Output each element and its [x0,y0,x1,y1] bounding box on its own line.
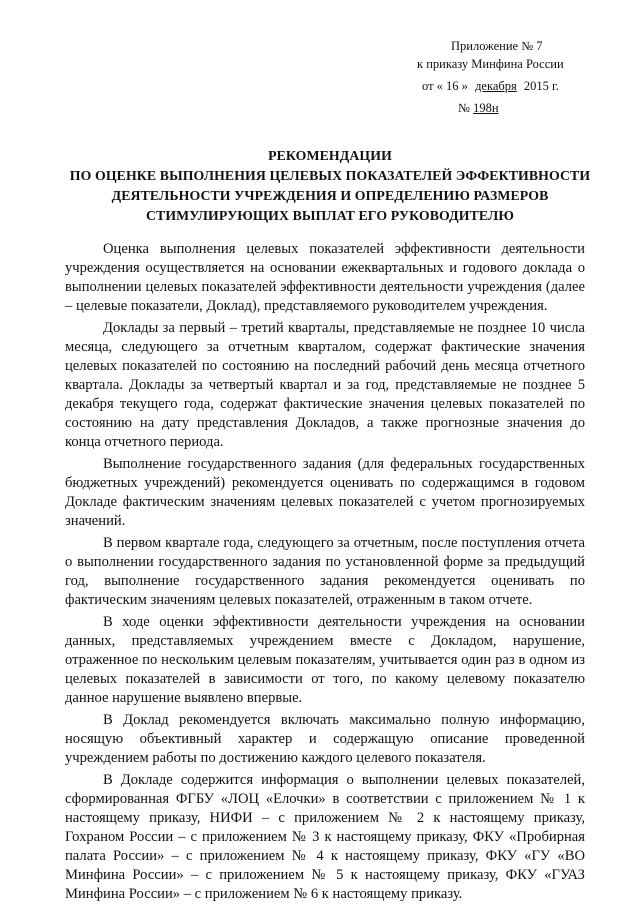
appendix-number [415,100,630,118]
paragraph: В первом квартале года, следующего за отчетным, после поступления отчета о выполнении государственного задания по установленной форме за предыдущий год, выполнение государственного задания рекомендуется оценивать по фактическим значениям целевых показателей, отраженным в таком отчете. [65,535,585,608]
paragraph: В Доклад рекомендуется включать максимально полную информацию, носящую объективный характер и содержащую описание проведенной учреждением работы по достижению каждого целевого показателя. [65,712,585,766]
title-line: СТИМУЛИРУЮЩИХ ВЫПЛАТ ЕГО РУКОВОДИТЕЛЮ [145,208,515,223]
appendix-date-month: декабря [475,79,517,93]
document-body [65,240,585,907]
title-line: РЕКОМЕНДАЦИИ [268,148,392,163]
document-title [40,146,620,226]
paragraph: В Докладе содержится информация о выполнении целевых показателей, сформированная ФГБУ «ЛОЦ «Елочки» в соответствии с приложением № 1 к настоящему приказу, НИФИ – с приложением № 2 к настоящему приказу, Гохраном России – с приложением № 3 к настоящему приказу, ФКУ «Пробирная палата России» – с приложением № 4 к настоящему приказу, ФКУ «ГУ «ВО Минфина России» – с приложением № 5 к настоящему приказу, ФКУ «ГУАЗ Минфина России» – с приложением № 6 к настоящему приказу. [65,772,585,902]
appendix-number-value: 198н [473,100,499,115]
appendix-date-day: от « 16 » [422,79,468,93]
paragraph: Оценка выполнения целевых показателей эффективности деятельности учреждения осуществляется на основании ежеквартальных и годового доклада о выполнении целевых показателей эффективности деятельности учреждения (далее – целевые показатели, Доклад), представляемого руководителем учреждения. [65,241,585,314]
appendix-date-year: 2015 г. [523,79,559,93]
paragraph: В ходе оценки эффективности деятельности учреждения на основании данных, представляемых учреждением вместе с Докладом, нарушение, отраженное по нескольким целевым показателям, учитывается один раз в одном из целевых показателей в зависимости от того, по какому целевому показателю данное нарушение выявлено впервые. [65,614,585,706]
paragraph: Доклады за первый – третий кварталы, представляемые не позднее 10 числа месяца, следующего за отчетным кварталом, содержат фактические значения целевых показателей по состоянию на последний рабочий день месяца отчетного квартала. Доклады за четвертый квартал и за год, представляемые не позднее 5 декабря текущего года, содержат фактические значения целевых показателей по состоянию на дату представления Докладов, а также прогнозные значения до конца отчетного периода. [65,320,585,450]
appendix-order-ref: к приказу Минфина России [417,56,564,71]
paragraph: Выполнение государственного задания (для федеральных государственных бюджетных учреждений) рекомендуется оценивать по содержащимся в годовом Докладе фактическим значениям целевых показателей с учетом прогнозируемых значений. [65,456,585,529]
appendix-title: Приложение № 7 [451,39,543,53]
appendix-number-sign: № [458,100,470,115]
appendix-block [415,38,630,117]
appendix-date [415,78,630,96]
title-line: ДЕЯТЕЛЬНОСТИ УЧРЕЖДЕНИЯ И ОПРЕДЕЛЕНИЮ РАЗМЕРОВ [111,188,549,203]
title-line: ПО ОЦЕНКЕ ВЫПОЛНЕНИЯ ЦЕЛЕВЫХ ПОКАЗАТЕЛЕЙ ЭФФЕКТИВНОСТИ [69,168,591,183]
